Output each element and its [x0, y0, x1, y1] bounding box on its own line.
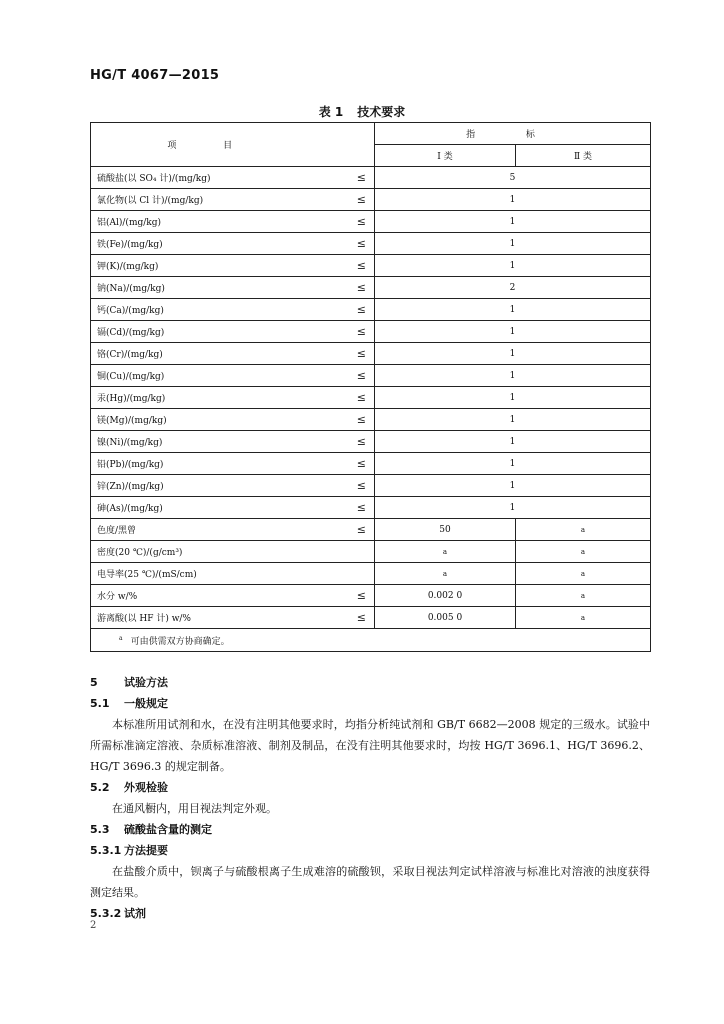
row-item: 硫酸盐(以 SO₄ 计)/(mg/kg): [91, 167, 331, 189]
section-title: 硫酸盐含量的测定: [124, 823, 212, 836]
table-row: [91, 387, 651, 409]
row-comparator: ≤: [331, 211, 375, 233]
table-row: [91, 189, 651, 211]
row-value: 1: [375, 431, 651, 453]
paragraph: 在通风橱内，用目视法判定外观。: [112, 802, 277, 815]
footnote-mark: a: [119, 634, 123, 642]
table-row: [91, 541, 651, 563]
row-value-class-1: 0.002 0: [375, 585, 516, 607]
section-number: 5.3.1: [90, 844, 122, 857]
header-class-1: Ⅰ 类: [375, 145, 516, 167]
row-value: 2: [375, 277, 651, 299]
row-value-class-2: a: [516, 585, 651, 607]
row-comparator: ≤: [331, 475, 375, 497]
row-value-class-1: 50: [375, 519, 516, 541]
table-caption-number: 表 1: [318, 105, 344, 119]
row-item: 氯化物(以 Cl 计)/(mg/kg): [91, 189, 331, 211]
table-row: [91, 299, 651, 321]
document-body: [90, 672, 650, 924]
row-comparator: ≤: [331, 519, 375, 541]
paragraph: 在盐酸介质中，钡离子与硫酸根离子生成难溶的硫酸钡，采取目视法判定试样溶液与标准比对溶液的浊度获得测定结果。: [90, 865, 650, 899]
row-item: 色度/黑曾: [91, 519, 331, 541]
row-value: 1: [375, 321, 651, 343]
section-heading: [90, 693, 650, 714]
row-item: 钾(K)/(mg/kg): [91, 255, 331, 277]
table-row: [91, 321, 651, 343]
row-value-class-2: a: [516, 541, 651, 563]
table-row: [91, 431, 651, 453]
footnote-text: 可由供需双方协商确定。: [130, 636, 230, 647]
section-heading: [90, 903, 650, 924]
row-value: 1: [375, 475, 651, 497]
section-heading: [90, 840, 650, 861]
section-number: 5: [90, 676, 98, 689]
row-comparator: [331, 563, 375, 585]
row-comparator: ≤: [331, 321, 375, 343]
row-comparator: ≤: [331, 387, 375, 409]
table-row: [91, 365, 651, 387]
table-row: [91, 519, 651, 541]
table-row: [91, 255, 651, 277]
row-comparator: ≤: [331, 585, 375, 607]
table-header-row: [91, 123, 651, 145]
section-title: 一般规定: [124, 697, 168, 710]
row-comparator: ≤: [331, 299, 375, 321]
row-value: 1: [375, 387, 651, 409]
table-caption-title: 技术要求: [357, 105, 406, 119]
row-comparator: ≤: [331, 167, 375, 189]
table-caption: [0, 103, 724, 120]
table-row: [91, 167, 651, 189]
row-value: 1: [375, 409, 651, 431]
technical-requirements-table: [90, 122, 651, 652]
row-value: 1: [375, 189, 651, 211]
row-item: 钠(Na)/(mg/kg): [91, 277, 331, 299]
row-value: 1: [375, 211, 651, 233]
row-value: 1: [375, 343, 651, 365]
section-title: 试验方法: [124, 676, 168, 689]
row-comparator: ≤: [331, 453, 375, 475]
row-item: 铝(Al)/(mg/kg): [91, 211, 331, 233]
header-class-2: Ⅱ 类: [516, 145, 651, 167]
section-number: 5.1: [90, 697, 110, 710]
row-item: 铅(Pb)/(mg/kg): [91, 453, 331, 475]
table-row: [91, 475, 651, 497]
row-item: 钙(Ca)/(mg/kg): [91, 299, 331, 321]
row-value-class-1: 0.005 0: [375, 607, 516, 629]
row-value: 1: [375, 497, 651, 519]
row-item: 铬(Cr)/(mg/kg): [91, 343, 331, 365]
section-heading: [90, 777, 650, 798]
standard-code-header: HG/T 4067—2015: [90, 68, 220, 83]
section-heading: [90, 672, 650, 693]
section-title: 方法提要: [124, 844, 168, 857]
row-value-class-1: a: [375, 541, 516, 563]
row-item: 锌(Zn)/(mg/kg): [91, 475, 331, 497]
row-comparator: ≤: [331, 233, 375, 255]
row-comparator: ≤: [331, 409, 375, 431]
table-row: [91, 277, 651, 299]
row-value: 1: [375, 365, 651, 387]
row-value: 1: [375, 299, 651, 321]
section-title: 试剂: [124, 907, 146, 920]
header-blank: [331, 123, 375, 167]
row-item: 镁(Mg)/(mg/kg): [91, 409, 331, 431]
table-row: [91, 453, 651, 475]
table-row: [91, 211, 651, 233]
row-item: 游离酸(以 HF 计) w/%: [91, 607, 331, 629]
section-number: 5.3: [90, 823, 110, 836]
section-number: 5.3.2: [90, 907, 122, 920]
row-comparator: ≤: [331, 497, 375, 519]
row-value: 5: [375, 167, 651, 189]
row-comparator: ≤: [331, 343, 375, 365]
row-comparator: [331, 541, 375, 563]
row-comparator: ≤: [331, 277, 375, 299]
row-value: 1: [375, 233, 651, 255]
header-item: 项 目: [91, 123, 331, 167]
row-value-class-1: a: [375, 563, 516, 585]
row-comparator: ≤: [331, 607, 375, 629]
table-row: [91, 585, 651, 607]
row-item: 水分 w/%: [91, 585, 331, 607]
row-item: 密度(20 ℃)/(g/cm³): [91, 541, 331, 563]
row-comparator: ≤: [331, 255, 375, 277]
table-row: [91, 497, 651, 519]
row-item: 铜(Cu)/(mg/kg): [91, 365, 331, 387]
row-value-class-2: a: [516, 607, 651, 629]
row-item: 电导率(25 ℃)/(mS/cm): [91, 563, 331, 585]
row-item: 镉(Cd)/(mg/kg): [91, 321, 331, 343]
row-value: 1: [375, 453, 651, 475]
row-comparator: ≤: [331, 431, 375, 453]
row-comparator: ≤: [331, 365, 375, 387]
row-item: 汞(Hg)/(mg/kg): [91, 387, 331, 409]
row-value-class-2: a: [516, 563, 651, 585]
row-value: 1: [375, 255, 651, 277]
section-title: 外观检验: [124, 781, 168, 794]
row-value-class-2: a: [516, 519, 651, 541]
table-row: [91, 607, 651, 629]
header-indicator: 指 标: [375, 123, 651, 145]
table-row: [91, 233, 651, 255]
row-item: 镍(Ni)/(mg/kg): [91, 431, 331, 453]
page-number: 2: [90, 920, 97, 931]
table-footnote-row: [91, 629, 651, 652]
section-heading: [90, 819, 650, 840]
row-item: 砷(As)/(mg/kg): [91, 497, 331, 519]
row-item: 铁(Fe)/(mg/kg): [91, 233, 331, 255]
table-row: [91, 343, 651, 365]
table-row: [91, 409, 651, 431]
section-number: 5.2: [90, 781, 110, 794]
paragraph: 本标准所用试剂和水，在没有注明其他要求时，均指分析纯试剂和 GB/T 6682—2008 规定的三级水。试验中所需标准滴定溶液、杂质标准溶液、制剂及制品，在没有注明其他要求时，均按 HG/T 3696.1、HG/T 3696.2、HG/T 3696.3 的规定制备。: [90, 718, 650, 773]
table-footnote: [91, 629, 651, 652]
row-comparator: ≤: [331, 189, 375, 211]
table-row: [91, 563, 651, 585]
